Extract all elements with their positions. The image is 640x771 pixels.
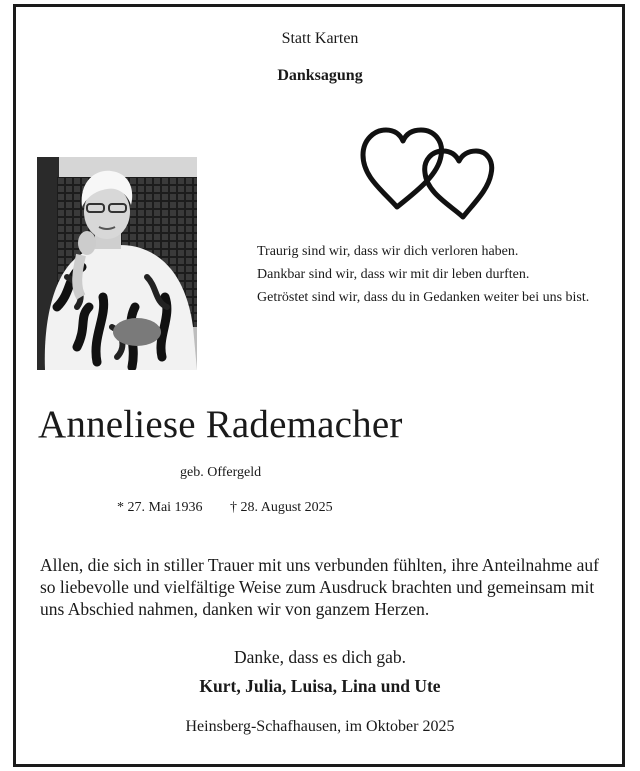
message-line-2: so liebevolle und vielfältige Weise zum Ausdruck brachten und gemeinsam mit xyxy=(40,577,595,597)
closing-thanks: Danke, dass es dich gab. xyxy=(233,647,407,667)
portrait-photo xyxy=(37,157,197,370)
verse-line-2: Dankbar sind wir, dass wir mit dir leben durften. xyxy=(257,267,530,282)
message-line-1: Allen, die sich in stiller Trauer mit uns verbunden fühlten, ihre Anteilnahme auf xyxy=(40,555,599,575)
verse-line-1: Traurig sind wir, dass wir dich verloren haben. xyxy=(257,244,519,259)
hearts-icon xyxy=(355,123,495,223)
place-date: Heinsberg-Schafhausen, im Oktober 2025 xyxy=(185,718,455,735)
death-date: † 28. August 2025 xyxy=(230,500,333,515)
thank-you-message xyxy=(40,554,612,620)
verse-line-3: Getröstet sind wir, dass du in Gedanken weiter bei uns bist. xyxy=(257,290,590,305)
maiden-name: geb. Offergeld xyxy=(180,465,262,480)
page-title: Danksagung xyxy=(277,67,363,84)
birth-date: * 27. Mai 1936 xyxy=(117,500,203,515)
message-line-3: uns Abschied nahmen, danken wir von ganzem Herzen. xyxy=(40,599,430,619)
deceased-name: Anneliese Rademacher xyxy=(38,403,403,446)
signers: Kurt, Julia, Luisa, Lina und Ute xyxy=(199,676,441,696)
header-statt-karten: Statt Karten xyxy=(281,30,359,47)
